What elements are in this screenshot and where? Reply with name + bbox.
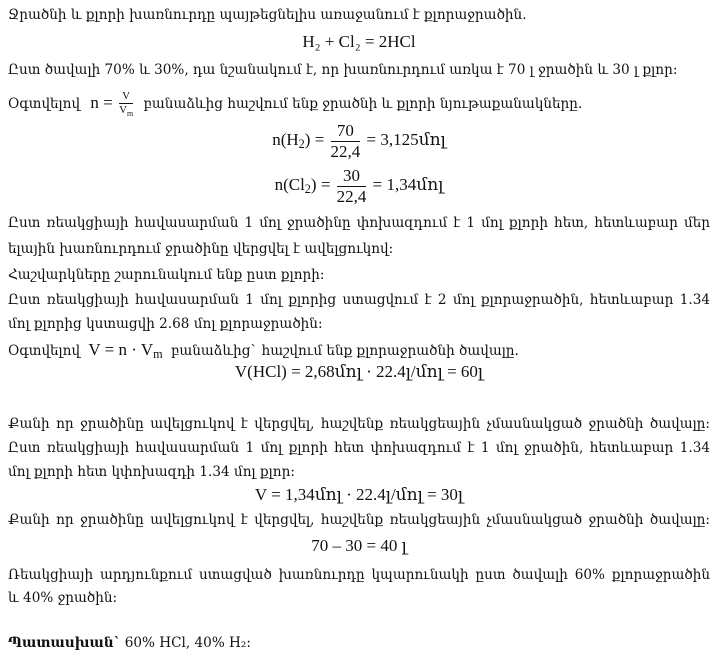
n-cl2-result: = 1,34մոլ [372,175,444,194]
n-h2-numerator: 70 [331,122,361,142]
n-cl2-fraction [337,167,367,206]
formula-n-lhs: n = [90,93,113,112]
n-h2-fraction [331,122,361,161]
formula-n-numerator: V [119,91,133,105]
formula-v-prefix: Օգտվելով [8,343,81,359]
reaction-equation: H₂ + Cl₂ = 2HCl [302,32,416,51]
volume-ratio-text: Ըստ ծավալի 70% և 30%, դա նշանակում է, որ խառնուրդում առկա է 70 լ ջրածին և 30 լ քլոր: [8,62,678,78]
formula-v-suffix: բանաձևից` հաշվում ենք քլորաջրածնի ծավալը. [170,343,519,359]
v-h2-reacted-equation: V = 1,34մոլ · 22.4լ/մոլ = 30լ [254,485,464,504]
answer-label: Պատասխան` [8,635,121,651]
hcl-moles-text-1: Ըստ ռեակցիայի հավասարման 1 մոլ քլորից ստացվում է 2 մոլ քլորաջրածին, հետևաբար 1.34 [8,292,710,308]
n-cl2-numerator: 30 [337,167,367,187]
formula-v-expr [88,340,162,359]
n-h2-lhs: n(H [272,130,299,149]
excess-volume-text-1: Քանի որ ջրածինը ավելցուկով է վերցվել, հաշվենք ռեակցեային չմասնակցած ջրածնի ծավալը: [8,416,710,432]
n-h2-denominator: 22,4 [330,141,361,161]
intro-text: Ջրածնի և քլորի խառնուրդը պայթեցնելիս առաջանում է քլորաջրածին. [8,7,527,23]
answer-value: 60% HCl, 40% H₂: [124,635,251,651]
formula-n-line [8,86,710,120]
n-cl2-close: ) = [310,175,331,194]
formula-n-denominator [119,104,133,118]
result-text-2: և 40% ջրածին: [8,590,118,606]
result-text-1: Ռեակցիայի արդյունքում ստացված խառնուրդը կպարունակի ըստ ծավալի 60% քլորաջրածին [8,567,710,583]
formula-v-base: V = n · V [88,340,154,359]
n-cl2-sub: 2 [304,182,311,196]
answer-line [8,633,710,653]
h2-reacted-text-2: մոլ քլորի հետ կփոխազդի 1.34 մոլ քլոր: [8,464,295,480]
n-cl2-equation [8,163,710,207]
n-cl2-denominator: 22,4 [336,186,367,206]
h2-reacted-text-1: Ըստ ռեակցիայի հավասարման 1 մոլ քլորի հետ փոխազդում է 1 մոլ ջրածին, հետևաբար 1.34 [8,440,710,456]
formula-n-fraction [119,91,133,119]
formula-n-den-base: V [119,104,128,117]
continue-by-cl2-text: Հաշվարկները շարունակում ենք ըստ քլորի: [8,267,325,283]
excess-h2-text-1: Ըստ ռեակցիայի հավասարման 1 մոլ ջրածինը փոխազդում է 1 մոլ քլորի հետ, հետևաբար մեր [8,215,710,231]
n-h2-close: ) = [304,130,325,149]
formula-n-suffix: բանաձևից հաշվում ենք ջրածնի և քլորի նյութաքանակները. [143,96,583,112]
formula-n-den-sub: m [127,109,134,119]
formula-n-prefix: Օգտվելով [8,96,81,112]
formula-v-line [8,338,710,362]
n-h2-result: = 3,125մոլ [366,130,446,149]
excess-h2-text-2: ելային խառնուրդում ջրածինը վերցվել է ավելցուկով: [8,241,394,257]
n-cl2-lhs: n(Cl [274,175,305,194]
v-hcl-equation: V(HCl) = 2,68մոլ · 22.4լ/մոլ = 60լ [234,362,484,381]
difference-equation: 70 – 30 = 40 լ [311,536,407,555]
n-h2-equation [8,118,710,162]
n-h2-sub: 2 [298,137,305,151]
excess-volume-text-2: Քանի որ ջրածինը ավելցուկով է վերցվել, հաշվենք ռեակցեային չմասնակցած ջրածնի ծավալը: [8,512,710,528]
formula-v-sub: m [153,347,163,361]
hcl-moles-text-2: մոլ քլորից կստացվի 2.68 մոլ քլորաջրածին: [8,316,323,332]
